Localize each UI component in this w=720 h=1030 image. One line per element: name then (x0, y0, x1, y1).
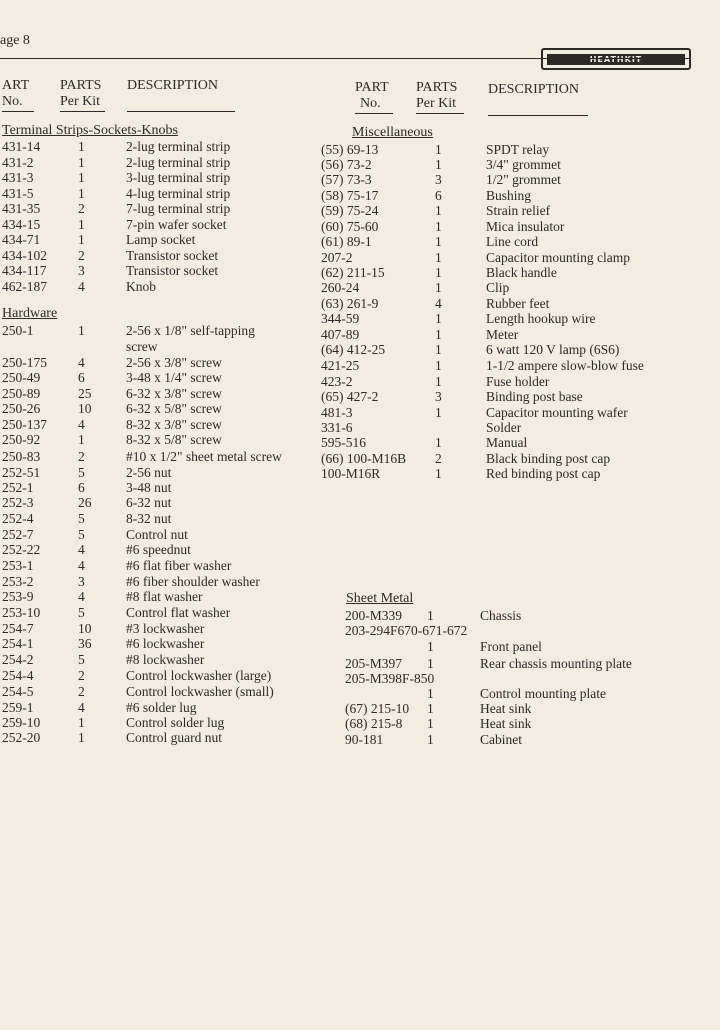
part-description: 8-32 x 5/8" screw (126, 432, 222, 447)
left-part-header: ART No. (2, 78, 30, 109)
part-number: (63) 261-9 (321, 296, 379, 311)
part-description: Solder (486, 420, 522, 435)
part-description: 2-lug terminal strip (126, 139, 231, 154)
part-description: Heat sink (480, 701, 532, 716)
part-qty: 1 (78, 323, 85, 338)
part-qty: 10 (78, 401, 92, 416)
part-number: 434-71 (2, 232, 41, 247)
part-qty: 1 (78, 432, 85, 447)
part-description: screw (126, 339, 158, 354)
part-qty: 4 (78, 417, 85, 432)
part-number: (68) 215-8 (345, 716, 403, 731)
part-description: 7-lug terminal strip (126, 201, 231, 216)
part-description: #6 flat fiber washer (126, 558, 232, 573)
part-qty: 1 (435, 311, 442, 326)
part-number: 252-51 (2, 465, 41, 480)
part-number: 253-1 (2, 558, 34, 573)
part-qty: 1 (435, 265, 442, 280)
part-number: (57) 73-3 (321, 172, 372, 187)
part-description: Rubber feet (486, 296, 550, 311)
part-qty: 10 (78, 621, 92, 636)
part-qty: 1 (435, 219, 442, 234)
part-number: 434-15 (2, 217, 41, 232)
part-number: 252-7 (2, 527, 34, 542)
part-qty: 1 (78, 186, 85, 201)
left-parts-header-underline (60, 111, 105, 112)
part-number: 253-2 (2, 574, 34, 589)
left-description-header: DESCRIPTION (127, 78, 219, 93)
part-description: 2-56 x 1/8" self-tapping (126, 323, 255, 338)
part-qty: 4 (78, 700, 85, 715)
part-number: (66) 100-M16B (321, 451, 407, 466)
part-number: (60) 75-60 (321, 219, 379, 234)
part-number: 254-4 (2, 668, 34, 683)
part-number: 254-7 (2, 621, 34, 636)
part-number: 200-M339 (345, 608, 402, 623)
part-description: Chassis (480, 608, 522, 623)
part-number: 481-3 (321, 405, 353, 420)
part-description: #6 fiber shoulder washer (126, 574, 260, 589)
right-part-header: PART No. (355, 80, 389, 111)
part-number: 431-35 (2, 201, 41, 216)
part-description: 2-56 x 3/8" screw (126, 355, 222, 370)
part-number: 250-92 (2, 432, 41, 447)
part-qty: 4 (78, 558, 85, 573)
part-number: 207-2 (321, 250, 353, 265)
part-qty: 2 (78, 668, 85, 683)
part-number: 252-22 (2, 542, 41, 557)
part-qty: 3 (78, 574, 85, 589)
part-number: 203-294F670-671-672 (345, 623, 468, 638)
part-number: 421-25 (321, 358, 360, 373)
part-description: Rear chassis mounting plate (480, 656, 632, 671)
part-qty: 26 (78, 495, 92, 510)
part-description: Mica insulator (486, 219, 565, 234)
part-number: 252-3 (2, 495, 34, 510)
part-qty: 1 (435, 234, 442, 249)
part-description: Control lockwasher (small) (126, 684, 274, 699)
part-description: Fuse holder (486, 374, 550, 389)
part-number: 331-6 (321, 420, 353, 435)
part-description: Capacitor mounting clamp (486, 250, 630, 265)
part-description: 6-32 x 3/8" screw (126, 386, 222, 401)
part-description: 3/4" grommet (486, 157, 561, 172)
part-description: 3-48 x 1/4" screw (126, 370, 222, 385)
part-number: 431-5 (2, 186, 34, 201)
part-qty: 2 (78, 684, 85, 699)
part-number: 250-175 (2, 355, 47, 370)
part-number: 407-89 (321, 327, 360, 342)
part-description: 1-1/2 ampere slow-blow fuse (486, 358, 644, 373)
part-qty: 3 (435, 172, 442, 187)
part-qty: 1 (435, 142, 442, 157)
part-description: #6 solder lug (126, 700, 197, 715)
part-qty: 2 (78, 201, 85, 216)
part-description: Binding post base (486, 389, 583, 404)
right-part-header-underline (355, 113, 393, 114)
part-description: Control lockwasher (large) (126, 668, 272, 683)
part-description: #6 lockwasher (126, 636, 205, 651)
part-qty: 6 (435, 188, 442, 203)
part-number: 252-4 (2, 511, 34, 526)
part-description: Clip (486, 280, 510, 295)
part-description: 4-lug terminal strip (126, 186, 231, 201)
part-description: 6-32 nut (126, 495, 172, 510)
part-description: #8 flat washer (126, 589, 203, 604)
part-number: 344-59 (321, 311, 360, 326)
left-parts-header: PARTS Per Kit (60, 78, 102, 109)
part-qty: 1 (435, 250, 442, 265)
part-number: 90-181 (345, 732, 384, 747)
part-qty: 1 (427, 701, 434, 716)
part-qty: 4 (435, 296, 442, 311)
heathkit-logo-text: HEATHKIT (547, 54, 685, 65)
part-qty: 2 (78, 449, 85, 464)
part-number: 253-9 (2, 589, 34, 604)
part-description: SPDT relay (486, 142, 550, 157)
part-number: 431-2 (2, 155, 34, 170)
left-description-header-underline (127, 111, 235, 112)
part-description: 7-pin wafer socket (126, 217, 227, 232)
part-number: (58) 75-17 (321, 188, 379, 203)
part-number: 252-1 (2, 480, 34, 495)
part-description: Black handle (486, 265, 557, 280)
page-number: age 8 (0, 33, 30, 48)
part-number: 250-83 (2, 449, 41, 464)
part-number: 259-1 (2, 700, 34, 715)
part-qty: 1 (427, 732, 434, 747)
section-miscellaneous: Miscellaneous (352, 125, 433, 140)
part-qty: 5 (78, 465, 85, 480)
part-qty: 4 (78, 279, 85, 294)
left-part-header-underline (2, 111, 34, 112)
section-sheet-metal: Sheet Metal (346, 591, 414, 606)
right-parts-header: PARTS Per Kit (416, 80, 458, 111)
part-qty: 1 (78, 155, 85, 170)
part-description: Heat sink (480, 716, 532, 731)
part-qty: 1 (435, 374, 442, 389)
part-description: 6-32 x 5/8" screw (126, 401, 222, 416)
part-number: 250-49 (2, 370, 41, 385)
part-description: 2-56 nut (126, 465, 172, 480)
part-number: 423-2 (321, 374, 353, 389)
part-qty: 1 (427, 716, 434, 731)
part-number: 260-24 (321, 280, 360, 295)
part-qty: 5 (78, 652, 85, 667)
part-description: Bushing (486, 188, 532, 203)
part-qty: 2 (435, 451, 442, 466)
part-qty: 5 (78, 605, 85, 620)
part-number: 250-26 (2, 401, 41, 416)
section-terminal-strips: Terminal Strips-Sockets-Knobs (2, 123, 178, 138)
part-qty: 1 (78, 730, 85, 745)
part-number: 100-M16R (321, 466, 381, 481)
right-description-header-underline (488, 115, 588, 116)
part-qty: 6 (78, 480, 85, 495)
part-qty: 1 (427, 656, 434, 671)
part-qty: 36 (78, 636, 92, 651)
part-description: #8 lockwasher (126, 652, 205, 667)
part-qty: 3 (78, 263, 85, 278)
part-number: (61) 89-1 (321, 234, 372, 249)
part-qty: 1 (435, 435, 442, 450)
part-qty: 4 (78, 542, 85, 557)
part-description: Capacitor mounting wafer (486, 405, 628, 420)
part-qty: 1 (78, 715, 85, 730)
part-description: #6 speednut (126, 542, 191, 557)
part-qty: 1 (435, 342, 442, 357)
part-description: 8-32 x 3/8" screw (126, 417, 222, 432)
part-qty: 1 (78, 232, 85, 247)
section-hardware: Hardware (2, 306, 58, 321)
part-qty: 4 (78, 589, 85, 604)
part-number: 252-20 (2, 730, 41, 745)
part-number: 434-102 (2, 248, 47, 263)
part-description: Control mounting plate (480, 686, 606, 701)
part-qty: 1 (435, 466, 442, 481)
part-description: Line cord (486, 234, 539, 249)
part-qty: 1 (435, 358, 442, 373)
part-number: 595-516 (321, 435, 366, 450)
part-description: #10 x 1/2" sheet metal screw (126, 449, 282, 464)
part-qty: 1 (427, 686, 434, 701)
part-description: Black binding post cap (486, 451, 611, 466)
part-description: 3-48 nut (126, 480, 172, 495)
header-rule (0, 58, 690, 59)
part-number: (55) 69-13 (321, 142, 379, 157)
part-number: (62) 211-15 (321, 265, 385, 280)
part-description: Length hookup wire (486, 311, 596, 326)
part-number: 431-14 (2, 139, 41, 154)
part-description: Control guard nut (126, 730, 222, 745)
part-description: Red binding post cap (486, 466, 601, 481)
part-number: 434-117 (2, 263, 47, 278)
part-number: 431-3 (2, 170, 34, 185)
part-qty: 2 (78, 248, 85, 263)
part-description: #3 lockwasher (126, 621, 205, 636)
part-qty: 1 (427, 608, 434, 623)
part-qty: 3 (435, 389, 442, 404)
part-description: Cabinet (480, 732, 522, 747)
heathkit-logo (541, 48, 691, 70)
part-number: (65) 427-2 (321, 389, 379, 404)
part-description: 8-32 nut (126, 511, 172, 526)
part-number: (67) 215-10 (345, 701, 410, 716)
part-number: 250-1 (2, 323, 34, 338)
part-number: 254-5 (2, 684, 34, 699)
part-qty: 5 (78, 511, 85, 526)
part-number: (56) 73-2 (321, 157, 372, 172)
part-number: 205-M397 (345, 656, 402, 671)
part-description: Knob (126, 279, 156, 294)
part-qty: 4 (78, 355, 85, 370)
part-number: (64) 412-25 (321, 342, 386, 357)
part-description: 2-lug terminal strip (126, 155, 231, 170)
part-number: 259-10 (2, 715, 41, 730)
part-description: Lamp socket (126, 232, 196, 247)
part-number: 462-187 (2, 279, 47, 294)
part-qty: 1 (78, 217, 85, 232)
part-number: 254-2 (2, 652, 34, 667)
part-description: Control solder lug (126, 715, 225, 730)
part-qty: 1 (78, 170, 85, 185)
part-number: 250-137 (2, 417, 47, 432)
part-qty: 6 (78, 370, 85, 385)
part-qty: 1 (435, 157, 442, 172)
part-description: Control flat washer (126, 605, 231, 620)
part-description: Transistor socket (126, 248, 219, 263)
part-qty: 25 (78, 386, 92, 401)
part-description: Front panel (480, 639, 542, 654)
part-qty: 1 (435, 405, 442, 420)
part-number: 253-10 (2, 605, 41, 620)
part-qty: 5 (78, 527, 85, 542)
part-description: 3-lug terminal strip (126, 170, 231, 185)
part-qty: 1 (427, 639, 434, 654)
part-qty: 1 (435, 280, 442, 295)
part-description: Meter (486, 327, 519, 342)
right-description-header: DESCRIPTION (488, 82, 580, 97)
part-description: Transistor socket (126, 263, 219, 278)
part-qty: 1 (78, 139, 85, 154)
part-description: 6 watt 120 V lamp (6S6) (486, 342, 620, 357)
part-number: 250-89 (2, 386, 41, 401)
part-description: Manual (486, 435, 528, 450)
part-qty: 1 (435, 327, 442, 342)
part-number: 254-1 (2, 636, 34, 651)
part-number: 205-M398F-850 (345, 671, 435, 686)
part-description: Control nut (126, 527, 188, 542)
part-number: (59) 75-24 (321, 203, 379, 218)
part-description: 1/2" grommet (486, 172, 561, 187)
part-description: Strain relief (486, 203, 551, 218)
part-qty: 1 (435, 203, 442, 218)
right-parts-header-underline (416, 113, 464, 114)
